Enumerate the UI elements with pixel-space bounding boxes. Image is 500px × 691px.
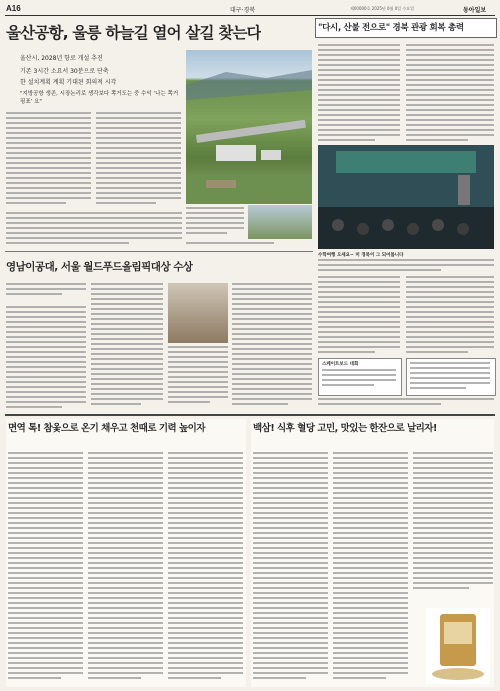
immune-ad-col2 [88, 452, 163, 684]
yeongnam-body-col1 [6, 306, 86, 410]
yeongnam-body-col2 [91, 283, 163, 409]
sidebar-title: 스케이트보드 대회 [322, 362, 359, 367]
mid-rule [5, 251, 313, 252]
tourism-body-lower-col1 [318, 276, 400, 356]
tourism-event-image [318, 145, 494, 249]
tourism-body-lower-col2 [406, 276, 494, 356]
yeongnam-headline: 영남이공대, 서울 월드푸드올림픽대상 수상 [6, 261, 193, 273]
ginseng-product-photo [426, 608, 490, 684]
immune-ad-col1 [8, 452, 83, 684]
yeongnam-body-col4 [232, 283, 312, 409]
airport-quote: "지방공항 생존, 시장논리로 생각보다 쪽거도는 중 수익 ‘나는 쪽거 핑표’ 요" [20, 91, 179, 105]
airport-body-col2 [96, 112, 181, 206]
airport-subhead-3: 한 설치계획 계획 기대된 회의적 시각 [20, 79, 117, 86]
masthead: 동아일보 [463, 7, 487, 14]
yeongnam-subhead-lines [6, 283, 86, 303]
airport-aerial-photo [186, 50, 312, 204]
page-number: A16 [6, 4, 21, 13]
airport-subhead-2: 기존 3시간 소요서 30분으로 단축 [20, 68, 109, 75]
airport-caption-lines [186, 207, 244, 237]
immune-ad-col3 [168, 452, 243, 684]
tourism-body-tail [318, 398, 494, 410]
sidebar-lines [322, 369, 396, 391]
issue-date: 제00000호 2025년 0월 0일 수요일 [350, 6, 414, 11]
tourism-headline: "다시, 산불 전으로" 경북 관광 회복 총력 [318, 23, 464, 33]
ginseng-ad-col1 [253, 452, 328, 684]
airport-body-lower-2 [186, 242, 312, 246]
airport-body-lower [6, 212, 182, 246]
ad-separator [5, 414, 495, 416]
airport-subhead-1: 울산시, 2028년 항로 개설 추진 [20, 55, 103, 62]
immune-ad-headline: 면역 톡! 참옻으로 온기 채우고 천때로 기력 높이자 [8, 423, 206, 434]
yeongnam-photo [168, 283, 228, 343]
section-label: 대구·경북 [230, 7, 256, 14]
ginseng-ad-col3 [413, 452, 493, 602]
tourism-photo-caption-title: 수학여행 오세요~ 미 경북이 그 되어봅니다 [318, 253, 404, 258]
ginseng-ad-col2 [333, 452, 408, 684]
airport-aerial-image [186, 50, 312, 204]
tourism-event-photo [318, 145, 494, 249]
ginseng-ad-headline: 백삼! 식후 혈당 고민, 맛있는 한잔으로 날리자! [253, 423, 437, 434]
airport-body-col1 [6, 112, 91, 206]
airport-second-photo [248, 205, 312, 239]
tourism-body-col1 [318, 44, 400, 142]
yeongnam-body-col3 [168, 346, 228, 410]
tourism-photo-caption [318, 259, 494, 272]
info-table-lines [410, 362, 490, 392]
tourism-body-col2 [406, 44, 494, 142]
ginseng-product-image [426, 608, 490, 684]
airport-headline: 울산공항, 울릉 하늘길 열어 살길 찾는다 [6, 24, 261, 42]
header-rule [5, 15, 495, 16]
